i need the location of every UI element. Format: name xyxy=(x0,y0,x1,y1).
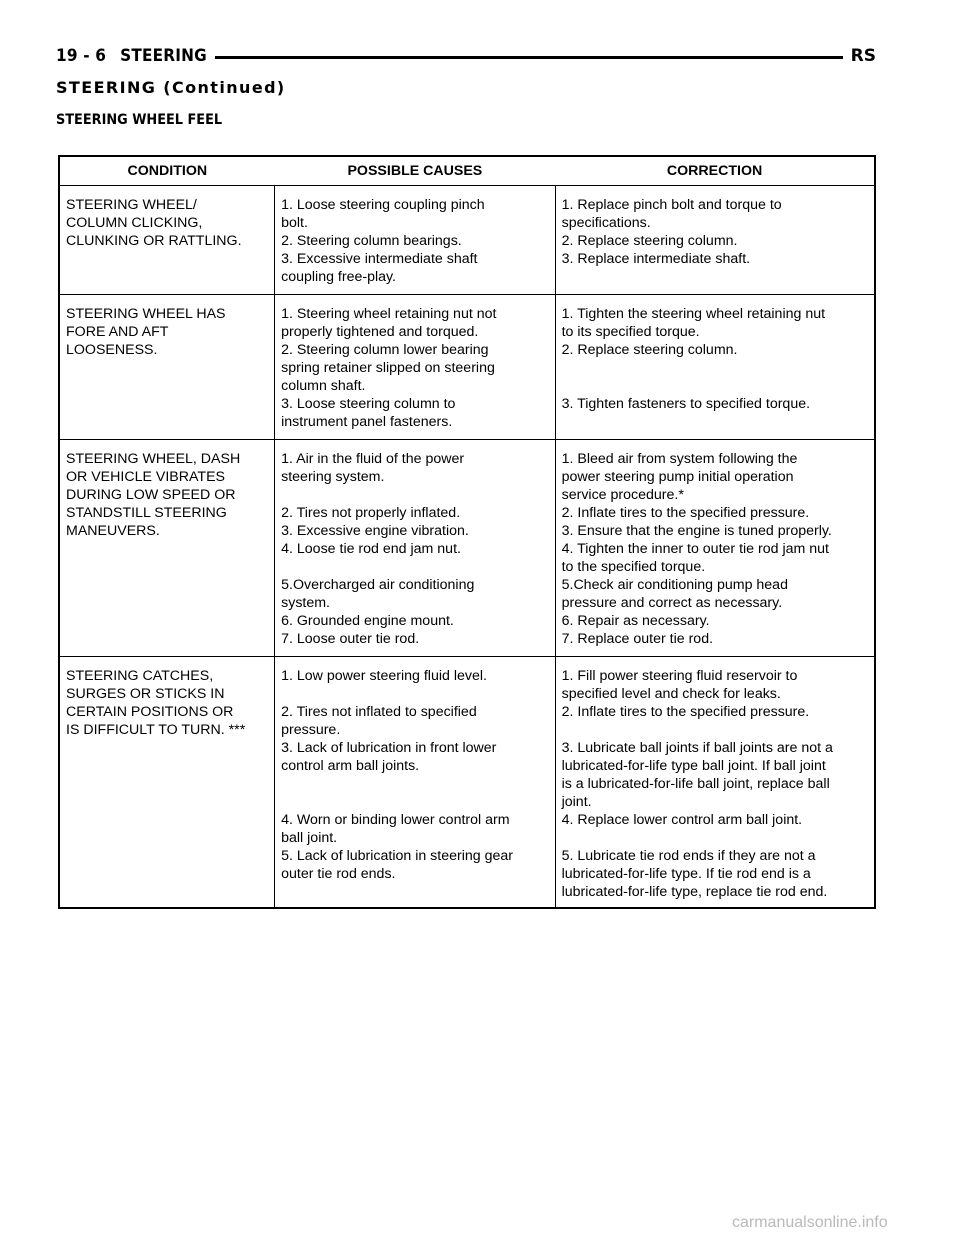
condition-line: MANEUVERS. xyxy=(66,523,160,539)
cause-cell xyxy=(275,703,555,739)
cause-line: 2. Tires not inflated to specified xyxy=(281,704,477,720)
cause-cell xyxy=(275,576,555,612)
cause-line: 4. Loose tie rod end jam nut. xyxy=(281,541,461,557)
correction-cell xyxy=(555,739,875,811)
cause-line: 4. Worn or binding lower control arm xyxy=(281,812,510,828)
correction-cell xyxy=(555,186,875,233)
condition-line: FORE AND AFT xyxy=(66,324,169,340)
cause-cell xyxy=(275,739,555,811)
cause-cell xyxy=(275,540,555,576)
correction-cell xyxy=(555,657,875,704)
watermark: carmanualsonline.info xyxy=(732,1214,888,1231)
cause-cell xyxy=(275,295,555,342)
cause-cell xyxy=(275,440,555,505)
header-left xyxy=(56,46,215,66)
cause-cell xyxy=(275,612,555,630)
cause-line: 3. Excessive intermediate shaft xyxy=(281,251,478,267)
correction-line: 3. Lubricate ball joints if ball joints are not a xyxy=(561,740,833,756)
correction-line: 7. Replace outer tie rod. xyxy=(561,631,714,647)
table-row xyxy=(59,657,875,704)
correction-cell xyxy=(555,630,875,657)
correction-line: 4. Tighten the inner to outer tie rod jam nut xyxy=(561,541,829,557)
correction-cell xyxy=(555,612,875,630)
page-number: 19 - 6 xyxy=(56,46,107,66)
condition-line: OR VEHICLE VIBRATES xyxy=(66,469,225,485)
cause-line: system. xyxy=(281,595,330,611)
cause-cell xyxy=(275,522,555,540)
cause-line: outer tie rod ends. xyxy=(281,866,396,882)
correction-line: 2. Replace steering column. xyxy=(561,233,738,249)
cause-line: ball joint. xyxy=(281,830,338,846)
cause-cell xyxy=(275,395,555,440)
correction-line: 3. Ensure that the engine is tuned properly. xyxy=(561,523,832,539)
correction-line: lubricated-for-life type ball joint. If ball joint xyxy=(561,758,826,774)
condition-line: CERTAIN POSITIONS OR xyxy=(66,704,234,720)
cause-line: 5.Overcharged air conditioning xyxy=(281,577,475,593)
condition-line: STEERING CATCHES, xyxy=(66,668,214,684)
cause-line: 2. Steering column bearings. xyxy=(281,233,462,249)
cause-line: bolt. xyxy=(281,215,308,231)
cause-line: 1. Loose steering coupling pinch xyxy=(281,197,485,213)
header-condition: CONDITION xyxy=(59,156,275,186)
header-correction: CORRECTION xyxy=(555,156,875,186)
correction-line: 1. Tighten the steering wheel retaining nut xyxy=(561,306,826,322)
correction-line: 2. Inflate tires to the specified pressure. xyxy=(561,704,810,720)
section-name: STEERING xyxy=(120,46,207,66)
section-title: STEERING WHEEL FEEL xyxy=(56,112,223,128)
header-possible-causes: POSSIBLE CAUSES xyxy=(275,156,555,186)
correction-cell xyxy=(555,295,875,342)
correction-cell xyxy=(555,504,875,522)
correction-cell xyxy=(555,811,875,847)
cause-line: control arm ball joints. xyxy=(281,758,420,774)
cause-line: 5. Lack of lubrication in steering gear xyxy=(281,848,513,864)
correction-cell xyxy=(555,341,875,395)
correction-line: power steering pump initial operation xyxy=(561,469,794,485)
cause-line: 1. Air in the fluid of the power xyxy=(281,451,465,467)
correction-cell xyxy=(555,540,875,576)
cause-line: coupling free-play. xyxy=(281,269,397,285)
condition-line: STANDSTILL STEERING xyxy=(66,505,227,521)
correction-cell xyxy=(555,232,875,250)
correction-cell xyxy=(555,250,875,295)
correction-line: 1. Bleed air from system following the xyxy=(561,451,798,467)
cause-cell xyxy=(275,232,555,250)
correction-line: 2. Inflate tires to the specified pressure. xyxy=(561,505,810,521)
correction-cell xyxy=(555,522,875,540)
cause-cell xyxy=(275,186,555,233)
cause-cell xyxy=(275,341,555,395)
condition-line: COLUMN CLICKING, xyxy=(66,215,203,231)
condition-cell xyxy=(59,440,275,657)
cause-line: 1. Steering wheel retaining nut not xyxy=(281,306,497,322)
condition-line: LOOSENESS. xyxy=(66,342,158,358)
condition-line: IS DIFFICULT TO TURN. *** xyxy=(66,722,246,738)
correction-line: 5. Lubricate tie rod ends if they are not a xyxy=(561,848,816,864)
cause-line: 1. Low power steering fluid level. xyxy=(281,668,487,684)
cause-cell xyxy=(275,504,555,522)
condition-line: DURING LOW SPEED OR xyxy=(66,487,236,503)
diagnosis-table xyxy=(58,155,876,909)
correction-line: joint. xyxy=(561,794,592,810)
correction-line: lubricated-for-life type. If tie rod end is a xyxy=(561,866,811,882)
correction-line: 4. Replace lower control arm ball joint. xyxy=(561,812,803,828)
correction-line: specifications. xyxy=(561,215,651,231)
cause-cell xyxy=(275,811,555,847)
table-row xyxy=(59,440,875,505)
correction-cell xyxy=(555,440,875,505)
model-code: RS xyxy=(843,46,876,66)
correction-line: service procedure.* xyxy=(561,487,684,503)
cause-cell xyxy=(275,630,555,657)
cause-line: 2. Tires not properly inflated. xyxy=(281,505,461,521)
table-header-row xyxy=(59,156,875,186)
correction-line: pressure and correct as necessary. xyxy=(561,595,783,611)
condition-line: STEERING WHEEL HAS xyxy=(66,306,226,322)
condition-cell xyxy=(59,657,275,909)
cause-line: 3. Excessive engine vibration. xyxy=(281,523,469,539)
correction-line: lubricated-for-life type, replace tie rod end. xyxy=(561,884,828,900)
condition-cell xyxy=(59,295,275,440)
table-row xyxy=(59,186,875,233)
correction-line: 1. Fill power steering fluid reservoir to xyxy=(561,668,798,684)
cause-cell xyxy=(275,657,555,704)
correction-line: 3. Tighten fasteners to specified torque. xyxy=(561,396,811,412)
correction-cell xyxy=(555,576,875,612)
table-body xyxy=(59,186,875,909)
correction-line: is a lubricated-for-life ball joint, replace ball xyxy=(561,776,830,792)
page-header xyxy=(56,46,876,72)
cause-cell xyxy=(275,250,555,295)
cause-line: pressure. xyxy=(281,722,341,738)
cause-line: 6. Grounded engine mount. xyxy=(281,613,454,629)
correction-line: to its specified torque. xyxy=(561,324,700,340)
condition-cell xyxy=(59,186,275,295)
cause-line: instrument panel fasteners. xyxy=(281,414,453,430)
cause-line: 3. Loose steering column to xyxy=(281,396,456,412)
cause-line: spring retainer slipped on steering xyxy=(281,360,495,376)
correction-line: specified level and check for leaks. xyxy=(561,686,781,702)
cause-cell xyxy=(275,847,555,908)
correction-line: 6. Repair as necessary. xyxy=(561,613,710,629)
condition-line: STEERING WHEEL/ xyxy=(66,197,197,213)
condition-line: STEERING WHEEL, DASH xyxy=(66,451,241,467)
cause-line: column shaft. xyxy=(281,378,366,394)
correction-line: to the specified torque. xyxy=(561,559,706,575)
cause-line: 7. Loose outer tie rod. xyxy=(281,631,420,647)
condition-line: SURGES OR STICKS IN xyxy=(66,686,225,702)
cause-line: 2. Steering column lower bearing xyxy=(281,342,489,358)
cause-line: properly tightened and torqued. xyxy=(281,324,479,340)
cause-line: 3. Lack of lubrication in front lower xyxy=(281,740,497,756)
correction-line: 3. Replace intermediate shaft. xyxy=(561,251,751,267)
correction-cell xyxy=(555,703,875,739)
table-row xyxy=(59,295,875,342)
correction-cell xyxy=(555,395,875,440)
correction-cell xyxy=(555,847,875,908)
correction-line: 1. Replace pinch bolt and torque to xyxy=(561,197,782,213)
correction-line: 5.Check air conditioning pump head xyxy=(561,577,788,593)
continued-title: STEERING (Continued) xyxy=(56,78,286,97)
cause-line: steering system. xyxy=(281,469,385,485)
condition-line: CLUNKING OR RATTLING. xyxy=(66,233,242,249)
correction-line: 2. Replace steering column. xyxy=(561,342,738,358)
